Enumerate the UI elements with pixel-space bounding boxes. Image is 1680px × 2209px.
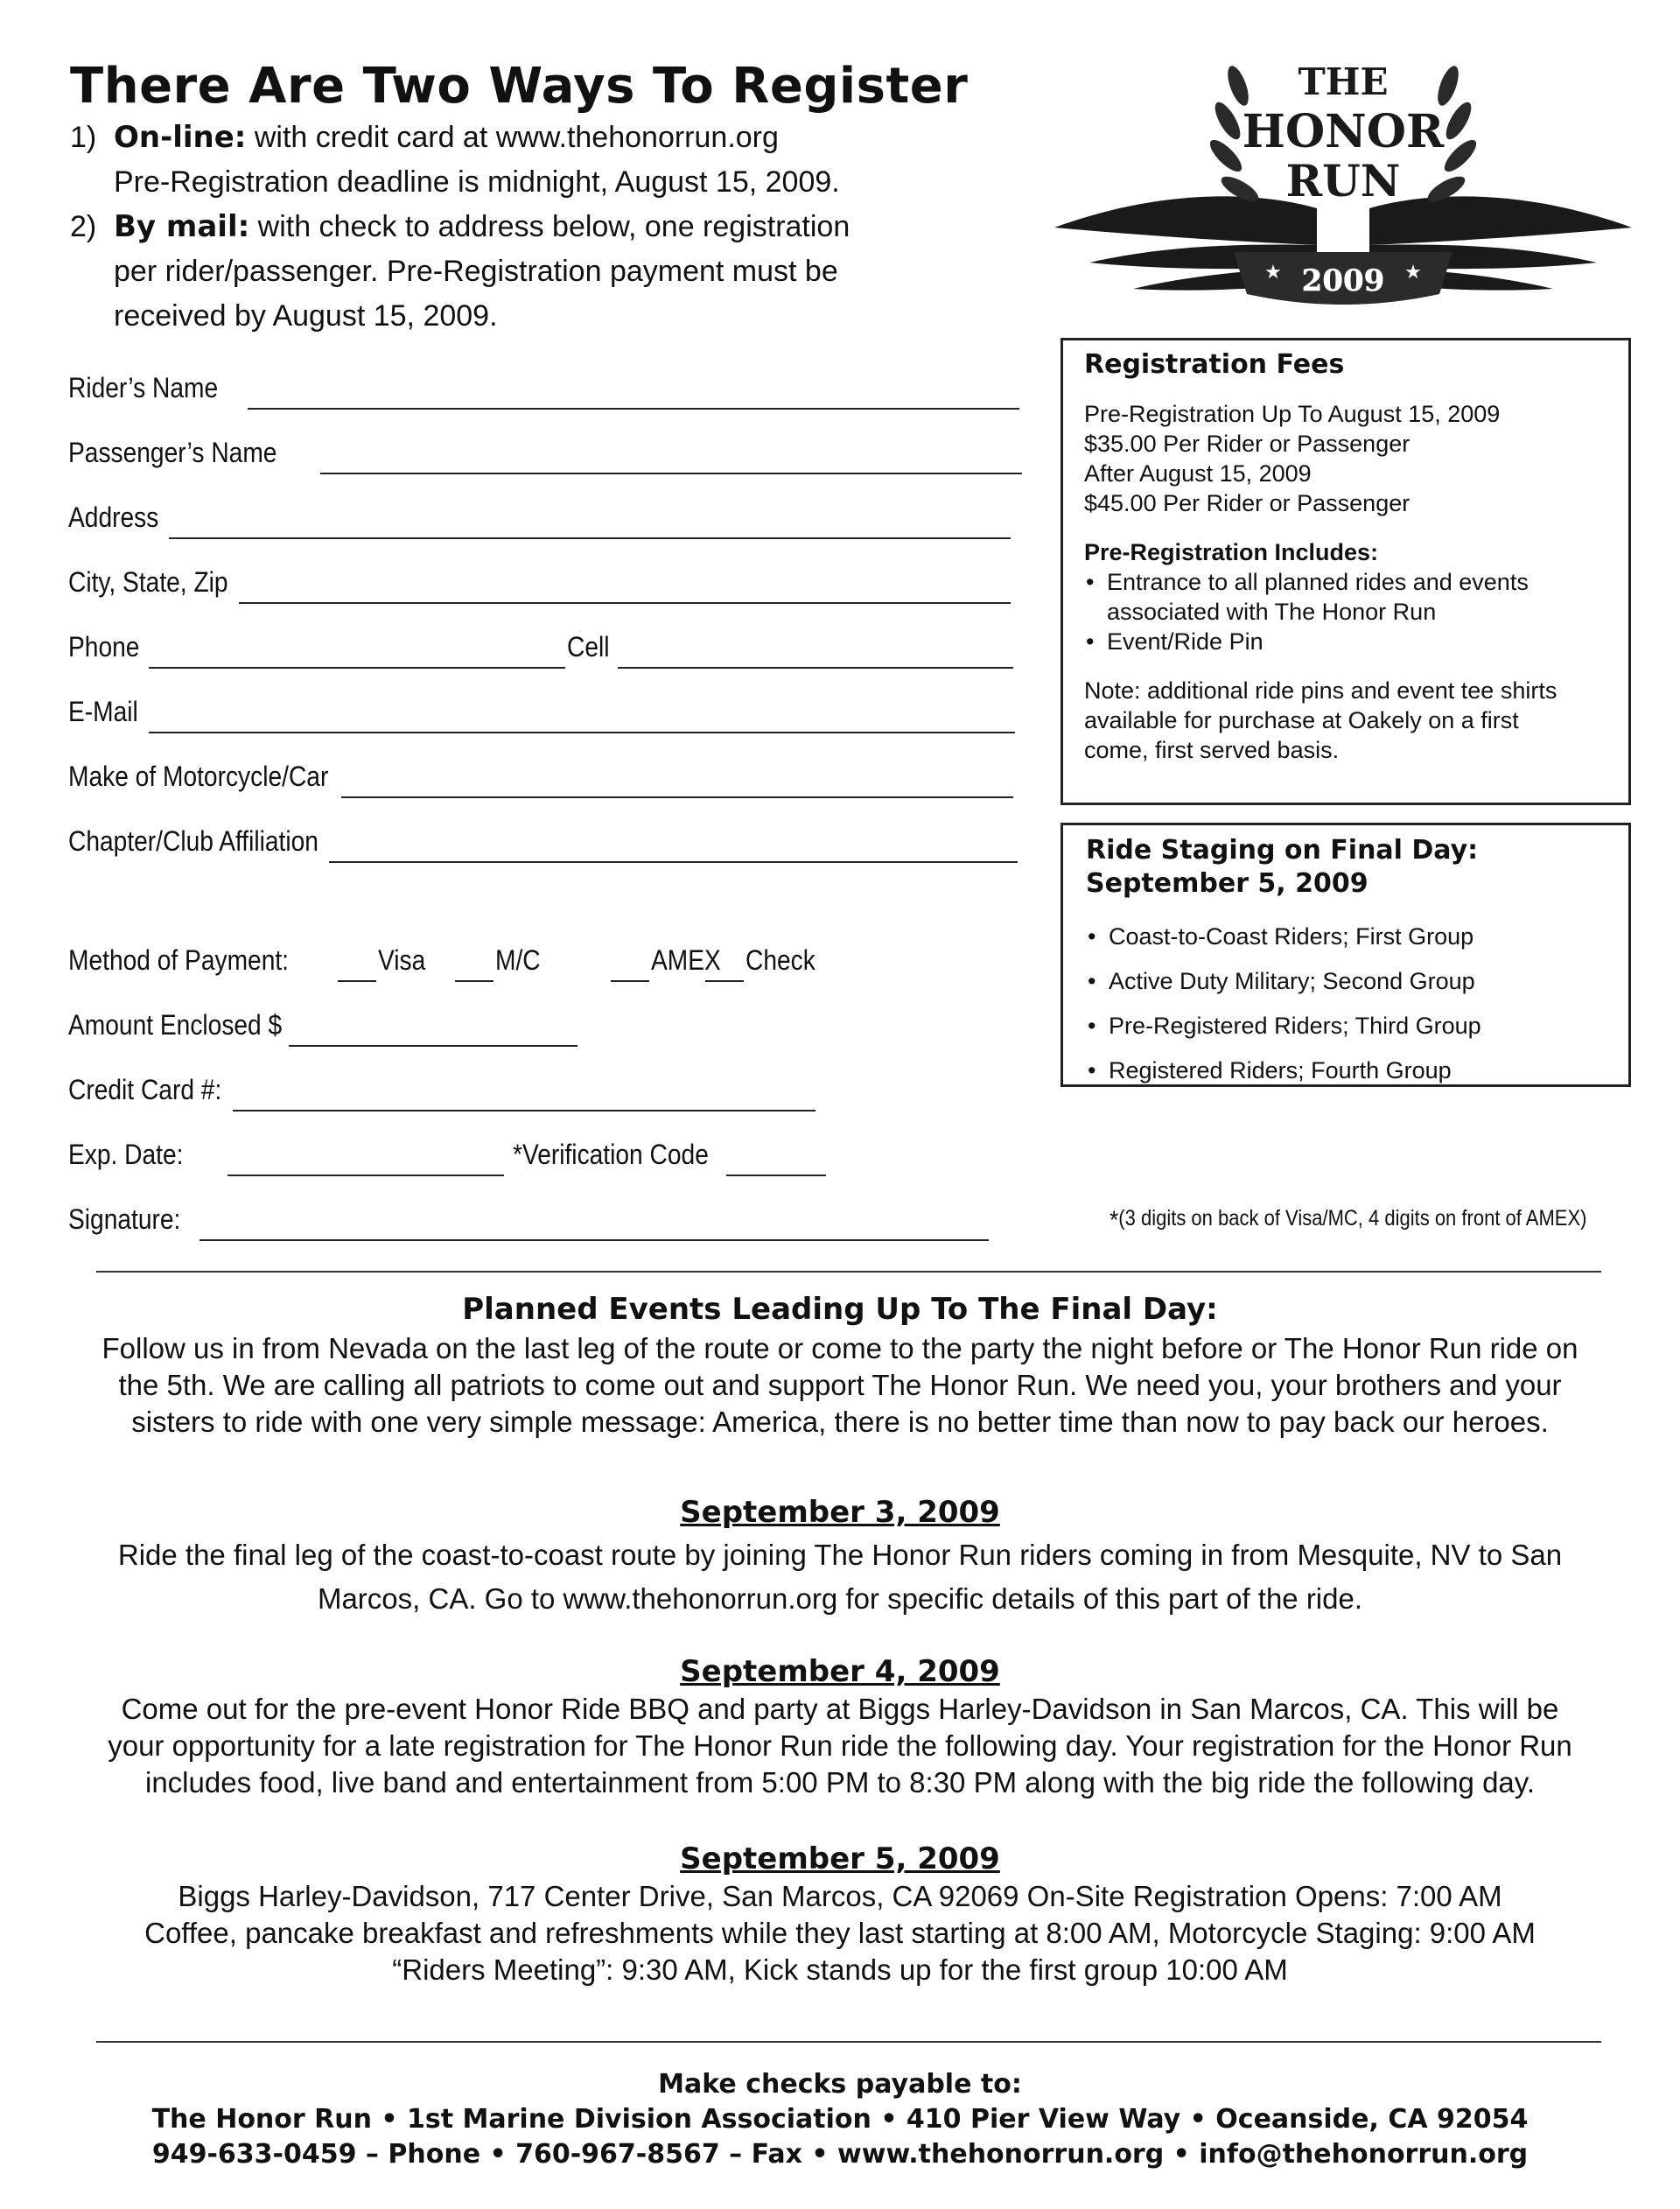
footer-line3: 949-633-0459 – Phone • 760-967-8567 – Fax • www.thehonorrun.org • info@thehonorrun.org <box>151 2139 1529 2170</box>
credit-card-line[interactable] <box>233 1110 816 1112</box>
make-field[interactable] <box>68 754 1022 798</box>
verification-code-label: *Verification Code <box>513 1139 709 1170</box>
item2-line2: per rider/passenger. Pre-Registration payment must be <box>114 255 838 288</box>
footer-line1: Make checks payable to: <box>658 2069 1022 2100</box>
credit-card-field[interactable] <box>68 1068 856 1112</box>
item2-line3: received by August 15, 2009. <box>114 299 498 333</box>
divider <box>96 2041 1601 2043</box>
includes-heading: Pre-Registration Includes: <box>1084 539 1379 565</box>
riders-name-label: Rider’s Name <box>68 372 219 403</box>
email-field[interactable] <box>68 690 1022 733</box>
sep5-text: Biggs Harley-Davidson, 717 Center Drive, San Marcos, CA 92069 On-Site Registration Opens: 7:00 AM Coffee, pancake breakfast and refreshments while they last starting at 8:00 AM, Motorcycle Staging: 9:00 AM “Riders Meeting”: 9:30 AM, Kick stands up for the first group 10:00 AM <box>144 1880 1536 1986</box>
verification-note-text: (3 digits on back of Visa/MC, 4 digits on front of AMEX) <box>1118 1206 1587 1231</box>
logo-line1: THE <box>1298 60 1389 103</box>
riders-name-field[interactable] <box>68 366 1022 410</box>
includes-list <box>1084 567 1607 656</box>
exp-date-line[interactable] <box>228 1175 504 1176</box>
verification-note <box>1110 1206 1586 1236</box>
city-state-zip-line[interactable] <box>239 602 1011 604</box>
amex-label: AMEX <box>651 944 721 976</box>
chapter-field[interactable] <box>68 819 1022 863</box>
item2-text <box>114 205 850 249</box>
registration-methods <box>0 116 962 343</box>
amount-enclosed-line[interactable] <box>289 1045 578 1047</box>
list-item: • Event/Ride Pin <box>1084 627 1607 656</box>
mc-checkbox[interactable] <box>455 980 494 982</box>
chapter-label: Chapter/Club Affiliation <box>68 825 318 857</box>
sep3-text: Ride the final leg of the coast-to-coast route by joining The Honor Run riders coming in from Mesquite, NV to San Marcos, CA. Go to www.thehonorrun.org for specific details of this part of the ride. <box>117 1539 1563 1615</box>
item2-rest: with check to address below, one registration <box>249 210 850 243</box>
fees-line3: After August 15, 2009 <box>1084 460 1312 487</box>
mc-label: M/C <box>495 944 541 976</box>
signature-field[interactable] <box>68 1197 1022 1241</box>
list-item: • Registered Riders; Fourth Group <box>1086 1048 1606 1093</box>
fees-line2: $35.00 Per Rider or Passenger <box>1084 431 1410 457</box>
list-item: • Pre-Registered Riders; Third Group <box>1086 1004 1606 1048</box>
check-checkbox[interactable] <box>705 980 744 982</box>
divider <box>96 1271 1601 1273</box>
passengers-name-label: Passenger’s Name <box>68 437 277 468</box>
list-item: • Coast-to-Coast Riders; First Group <box>1086 915 1606 959</box>
fees-heading: Registration Fees <box>1084 349 1345 380</box>
city-state-zip-label: City, State, Zip <box>68 566 228 598</box>
method-of-payment-label: Method of Payment: <box>68 944 290 976</box>
email-label: E-Mail <box>68 696 138 727</box>
star-icon: ★ <box>1404 261 1422 283</box>
events-heading: Planned Events Leading Up To The Final Day: <box>462 1292 1218 1327</box>
cell-label: Cell <box>567 631 610 663</box>
item2-number: 2) <box>70 210 97 243</box>
sep4-text: Come out for the pre-event Honor Ride BBQ and party at Biggs Harley-Davidson in San Marcos, CA. This will be your opportunity for a late registration for The Honor Run ride the following day. Your registration for the Honor Run includes food, live band and entertainment from 5:00 PM to 8:30 PM along with the big ride the following day. <box>108 1693 1572 1799</box>
address-line[interactable] <box>169 537 1011 539</box>
item1-text <box>114 116 779 160</box>
exp-date-label: Exp. Date: <box>68 1139 184 1170</box>
verification-code-line[interactable] <box>726 1175 826 1176</box>
item1-rest: with credit card at www.thehonorrun.org <box>246 121 779 154</box>
method-of-payment-field <box>68 938 943 982</box>
visa-checkbox[interactable] <box>338 980 376 982</box>
credit-card-label: Credit Card #: <box>68 1074 222 1105</box>
page-title: There Are Two Ways To Register <box>70 58 969 115</box>
verification-note-star: * <box>1110 1206 1119 1235</box>
footer <box>61 2067 1619 2172</box>
phone-line[interactable] <box>149 667 565 669</box>
item1-bold: On-line: <box>114 120 247 155</box>
fees-line4: $45.00 Per Rider or Passenger <box>1084 490 1410 516</box>
logo-line2: HONOR <box>1242 105 1445 158</box>
registration-fees-box <box>1060 338 1631 805</box>
note-line2: available for purchase at Oakely on a first <box>1084 707 1519 733</box>
item2-bold: By mail: <box>114 209 250 244</box>
fees-line1: Pre-Registration Up To August 15, 2009 <box>1084 401 1501 427</box>
email-line[interactable] <box>149 732 1015 733</box>
make-line[interactable] <box>341 796 1013 798</box>
note-line3: come, first served basis. <box>1084 737 1340 763</box>
address-field[interactable] <box>68 495 1022 539</box>
footer-line2: The Honor Run • 1st Marine Division Association • 410 Pier View Way • Oceanside, CA 92054 <box>151 2104 1529 2135</box>
cell-line[interactable] <box>618 667 1013 669</box>
check-label: Check <box>746 944 816 976</box>
logo-year: 2009 <box>1301 263 1385 298</box>
staging-list <box>1086 915 1606 1093</box>
visa-label: Visa <box>378 944 426 976</box>
logo-line3: RUN <box>1285 155 1401 207</box>
note-line1: Note: additional ride pins and event tee shirts <box>1084 677 1558 704</box>
make-label: Make of Motorcycle/Car <box>68 761 329 792</box>
honor-run-logo <box>1054 60 1632 322</box>
sep4-heading: September 4, 2009 <box>680 1654 1000 1689</box>
address-label: Address <box>68 501 159 533</box>
signature-label: Signature: <box>68 1203 181 1235</box>
chapter-line[interactable] <box>329 861 1018 863</box>
amount-enclosed-label: Amount Enclosed $ <box>68 1009 283 1041</box>
amex-checkbox[interactable] <box>611 980 649 982</box>
staging-heading2: September 5, 2009 <box>1086 868 1368 899</box>
star-icon: ★ <box>1264 261 1282 283</box>
events-intro: Follow us in from Nevada on the last leg of the route or come to the party the night before or The Honor Run ride on the 5th. We are calling all patriots to come out and support The Honor Run. We need you, your brothers and your sisters to ride with one very simple message: America, there is no better time than now to pay back our heroes. <box>102 1332 1578 1438</box>
ride-staging-box <box>1060 823 1631 1087</box>
sep5-heading: September 5, 2009 <box>680 1841 1000 1876</box>
list-item: • Entrance to all planned rides and events associated with The Honor Run <box>1084 567 1607 627</box>
list-item: • Active Duty Military; Second Group <box>1086 959 1606 1004</box>
item1-number: 1) <box>70 121 97 154</box>
sep3-heading: September 3, 2009 <box>680 1495 1000 1530</box>
city-state-zip-field[interactable] <box>68 560 1022 604</box>
phone-cell-field[interactable] <box>68 625 1022 669</box>
exp-date-field[interactable] <box>68 1133 856 1176</box>
passengers-name-field[interactable] <box>68 431 1022 474</box>
riders-name-line[interactable] <box>248 408 1019 410</box>
passengers-name-line[interactable] <box>320 473 1022 474</box>
staging-heading1: Ride Staging on Final Day: <box>1086 835 1479 866</box>
signature-line[interactable] <box>200 1239 989 1241</box>
amount-enclosed-field[interactable] <box>68 1003 681 1047</box>
item1-line2: Pre-Registration deadline is midnight, August 15, 2009. <box>114 165 840 199</box>
phone-label: Phone <box>68 631 140 663</box>
